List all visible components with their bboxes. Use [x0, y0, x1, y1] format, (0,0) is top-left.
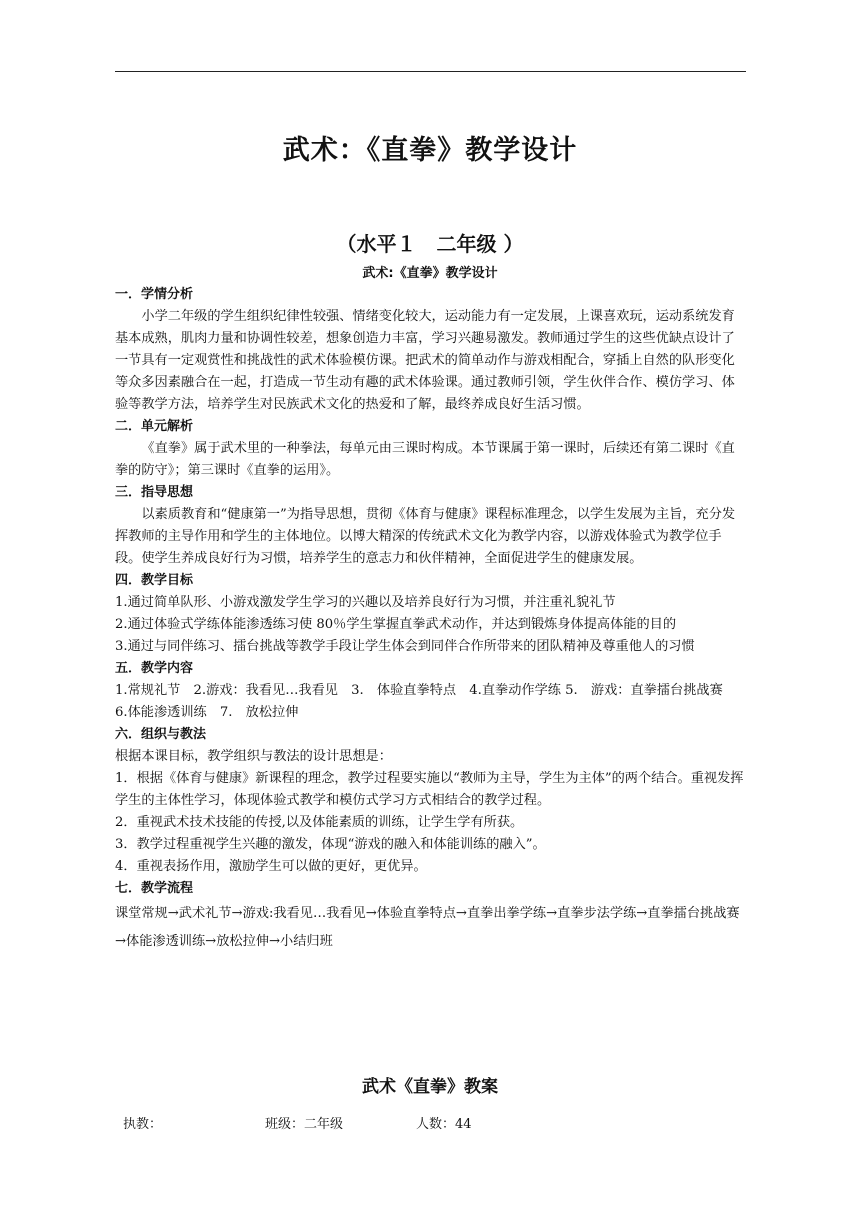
goal-item: 1.通过简单队形、小游戏激发学生学习的兴趣以及培养良好行为习惯，并注重礼貌礼节 — [115, 595, 616, 610]
section-body-learning-analysis: 小学二年级的学生组织纪律性较强、情绪变化较大，运动能力有一定发展，上课喜欢玩，运动系统发育基本成熟，肌肉力量和协调性较差，想象创造力丰富，学习兴趣易激发。教师通过学生的这些优缺点设计了一节具有一定观赏性和挑战性的武术体验模仿课。把武术的简单动作与游戏相配合，穿插上自然的队形变化等众多因素融合在一起，打造成一节生动有趣的武术体验课。通过教师引领，学生伙伴合作、模仿学习、体验等教学方法，培养学生对民族武术文化的热爱和了解，最终养成良好生活习惯。 — [115, 309, 735, 412]
organization-item: 4．重视表扬作用，激励学生可以做的更好，更优异。 — [115, 859, 427, 874]
document-title: 武术：《直拳》教学设计 — [282, 135, 578, 166]
header-rule — [115, 71, 746, 72]
organization-item: 2．重视武术技术技能的传授,以及体能素质的训练，让学生学有所获。 — [115, 815, 524, 830]
section-heading-guiding-ideology: 三．指导思想 — [115, 485, 194, 500]
goal-item: 2.通过体验式学练体能渗透练习使 80％学生掌握直拳武术动作，并达到锻炼身体提高体能的目的 — [115, 617, 677, 632]
section-heading-teaching-flow: 七．教学流程 — [115, 881, 194, 896]
class-info: 班级：二年级 — [265, 1117, 344, 1132]
section-body-guiding-ideology: 以素质教育和“健康第一”为指导思想，贯彻《体育与健康》课程标准理念，以学生发展为主旨，充分发挥教师的主导作用和学生的主体地位。以博大精深的传统武术文化为教学内容，以游戏体验式为教学位手段。使学生养成良好行为习惯，培养学生的意志力和伙伴精神，全面促进学生的健康发展。 — [115, 507, 736, 566]
section-heading-unit-analysis: 二．单元解析 — [115, 419, 194, 434]
design-subtitle: 武术:《直拳》教学设计 — [362, 266, 498, 281]
section-body-teaching-flow: 课堂常规→武术礼节→游戏:我看见…我看见→体验直拳特点→直拳出拳学练→直拳步法学练→直拳擂台挑战赛→体能渗透训练→放松拉伸→小结归班 — [115, 906, 740, 949]
section-heading-teaching-content: 五．教学内容 — [115, 661, 194, 676]
organization-intro: 根据本课目标，教学组织与教法的设计思想是： — [115, 749, 392, 764]
student-count: 人数：44 — [416, 1117, 472, 1132]
organization-item: 3．教学过程重视学生兴趣的激发，体现“游戏的融入和体能训练的融入”。 — [115, 837, 546, 852]
document-body — [115, 284, 747, 956]
section-heading-teaching-goals: 四．教学目标 — [115, 573, 194, 588]
section-body-unit-analysis: 《直拳》属于武术里的一种拳法，每单元由三课时构成。本节课属于第一课时，后续还有第二课时《直拳的防守》；第三课时《直拳的运用》。 — [115, 441, 735, 478]
organization-item: 1．根据《体育与健康》新课程的理念，教学过程要实施以“教师为主导，学生为主体”的两个结合。重视发挥学生的主体性学习，体现体验式教学和模仿式学习方式相结合的教学过程。 — [115, 771, 744, 808]
teacher-label: 执教： — [123, 1117, 163, 1132]
lesson-plan-title: 武术《直拳》教案 — [362, 1077, 498, 1097]
section-body-teaching-content: 1.常规礼节 2.游戏：我看见…我看见 3. 体验直拳特点 4.直拳动作学练 5. 游戏：直拳擂台挑战赛 6.体能渗透训练 7. 放松拉伸 — [115, 683, 736, 720]
section-heading-organization-methods: 六．组织与教法 — [115, 727, 207, 742]
level-subtitle: （水平１ 二年级 ） — [336, 232, 524, 256]
section-heading-learning-analysis: 一．学情分析 — [115, 287, 194, 302]
goal-item: 3.通过与同伴练习、擂台挑战等教学手段让学生体会到同伴合作所带来的团队精神及尊重他人的习惯 — [115, 639, 695, 654]
